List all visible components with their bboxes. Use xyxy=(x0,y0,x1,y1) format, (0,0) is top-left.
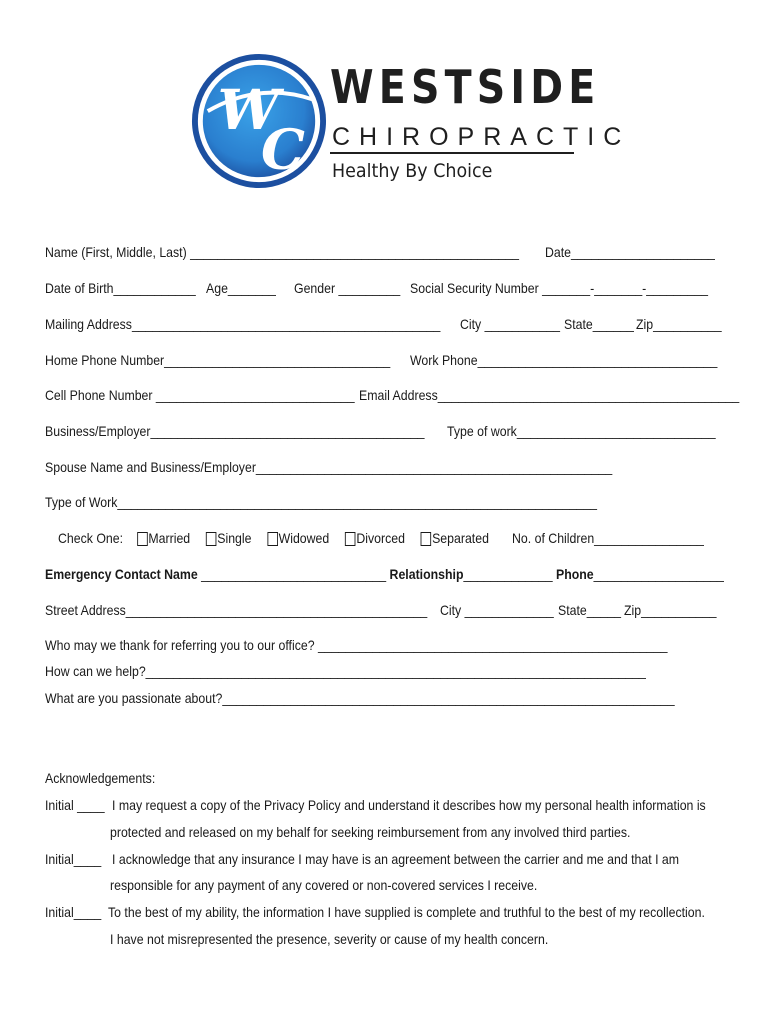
marital-status-group xyxy=(58,530,489,546)
ack-text-3b: I have not misrepresented the presence, severity or cause of my health concern. xyxy=(110,931,549,947)
work-phone-field[interactable]: Work Phone___________________________________ xyxy=(410,352,718,368)
ack-initial-1[interactable]: Initial ____ xyxy=(45,797,105,813)
single-checkbox[interactable] xyxy=(206,532,217,546)
mailing-address-field[interactable]: Mailing Address_____________________________________________ xyxy=(45,316,441,332)
single-label: Single xyxy=(217,530,252,546)
married-label: Married xyxy=(148,530,191,546)
city2-field[interactable]: City _____________ xyxy=(440,602,554,618)
passion-field[interactable]: What are you passionate about?__________________________________________________________________ xyxy=(45,690,675,706)
clinic-logo xyxy=(190,50,631,195)
ack-initial-2[interactable]: Initial____ xyxy=(45,851,102,867)
emergency-contact-label: Emergency Contact Name xyxy=(45,566,198,582)
ack-text-3a: To the best of my ability, the information I have supplied is complete and truthful to the best of my recollection. xyxy=(108,904,705,920)
ack-text-1a: I may request a copy of the Privacy Policy and understand it describes how my personal health information is xyxy=(112,797,706,813)
how-can-we-help-field[interactable]: How can we help?_________________________________________________________________________ xyxy=(45,663,646,679)
ack-text-2b: responsible for any payment of any covered or non-covered services I receive. xyxy=(110,877,538,893)
gender-field[interactable]: Gender _________ xyxy=(294,280,401,296)
brand-divider xyxy=(330,152,574,154)
home-phone-field[interactable]: Home Phone Number_________________________________ xyxy=(45,352,391,368)
emergency-contact-input[interactable]: ___________________________ xyxy=(201,566,387,582)
name-field[interactable]: Name (First, Middle, Last) ________________________________________________ xyxy=(45,244,520,260)
age-field[interactable]: Age_______ xyxy=(206,280,276,296)
emergency-phone-label: Phone xyxy=(555,566,594,582)
city-field[interactable]: City ___________ xyxy=(460,316,561,332)
emergency-phone-input[interactable]: ___________________ xyxy=(593,566,724,582)
children-field[interactable]: No. of Children________________ xyxy=(512,530,704,546)
spouse-field[interactable]: Spouse Name and Business/Employer____________________________________________________ xyxy=(45,459,613,475)
state2-field[interactable]: State_____ xyxy=(558,602,622,618)
state-field[interactable]: State______ xyxy=(564,316,634,332)
zip2-field[interactable]: Zip___________ xyxy=(624,602,717,618)
zip-field[interactable]: Zip__________ xyxy=(636,316,722,332)
separated-label: Separated xyxy=(432,530,489,546)
divorced-checkbox[interactable] xyxy=(345,532,356,546)
ssn-field[interactable]: Social Security Number _______-_______-_________ xyxy=(410,280,708,296)
brand-name: WESTSIDE xyxy=(330,60,601,114)
brand-tagline: Healthy By Choice xyxy=(332,160,493,182)
svg-text:W: W xyxy=(217,77,280,143)
ack-initial-3[interactable]: Initial____ xyxy=(45,904,102,920)
relationship-input[interactable]: _____________ xyxy=(463,566,553,582)
separated-checkbox[interactable] xyxy=(421,532,432,546)
referral-field[interactable]: Who may we thank for referring you to our office? ___________________________________________________ xyxy=(45,637,668,653)
svg-text:C: C xyxy=(260,117,305,183)
ack-text-1b: protected and released on my behalf for seeking reimbursement from any involved third parties. xyxy=(110,824,631,840)
married-checkbox[interactable] xyxy=(137,532,148,546)
wc-monogram-icon xyxy=(190,52,328,190)
relationship-label: Relationship xyxy=(389,566,464,582)
acknowledgements-heading: Acknowledgements: xyxy=(45,770,156,786)
dob-field[interactable]: Date of Birth____________ xyxy=(45,280,196,296)
employer-field[interactable]: Business/Employer________________________________________ xyxy=(45,423,425,439)
spouse-type-of-work-field[interactable]: Type of Work______________________________________________________________________ xyxy=(45,494,597,510)
widowed-label: Widowed xyxy=(278,530,330,546)
check-one-label: Check One: xyxy=(58,530,124,546)
emergency-contact-row xyxy=(45,566,724,582)
date-field[interactable]: Date_____________________ xyxy=(545,244,715,260)
cell-phone-field[interactable]: Cell Phone Number _____________________________ xyxy=(45,387,355,403)
ack-text-2a: I acknowledge that any insurance I may have is an agreement between the carrier and me and that I am xyxy=(112,851,680,867)
type-of-work-field[interactable]: Type of work_____________________________ xyxy=(447,423,716,439)
widowed-checkbox[interactable] xyxy=(267,532,278,546)
divorced-label: Divorced xyxy=(356,530,405,546)
brand-subtitle: CHIROPRACTIC xyxy=(332,123,631,151)
street-address-field[interactable]: Street Address____________________________________________ xyxy=(45,602,428,618)
email-field[interactable]: Email Address____________________________________________ xyxy=(359,387,740,403)
